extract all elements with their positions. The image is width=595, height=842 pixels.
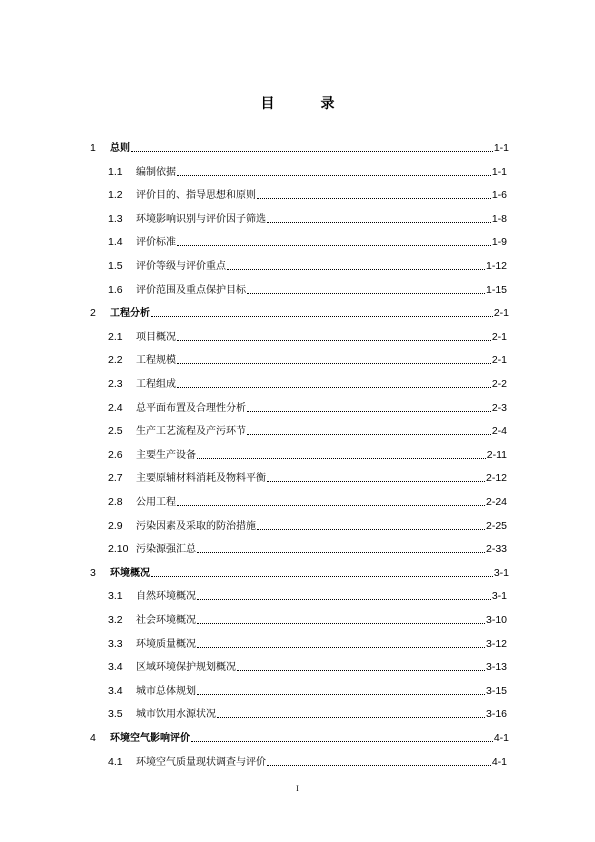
dot-leader	[267, 470, 485, 482]
toc-section-entry[interactable]	[108, 636, 507, 652]
toc-entry-title: 环境空气影响评价	[110, 733, 190, 744]
toc-entry-title: 环境空气质量现状调查与评价	[136, 756, 266, 768]
toc-entry-page: 1-12	[485, 260, 507, 272]
toc-entry-number: 2.1	[108, 330, 123, 343]
toc-entry-title: 评价范围及重点保护目标	[136, 284, 246, 296]
toc-entry-page: 3-1	[493, 566, 509, 579]
toc-entry-number: 2.6	[108, 448, 123, 461]
toc-entry-number: 3.1	[108, 590, 123, 603]
toc-entry-title: 主要生产设备	[136, 449, 196, 461]
toc-section-entry[interactable]	[108, 706, 507, 722]
toc-entry-page: 2-3	[491, 401, 507, 414]
dot-leader	[177, 164, 491, 176]
toc-entry-page: 2-11	[486, 448, 507, 461]
toc-entry-number: 1.6	[108, 283, 123, 296]
toc-entry-number: 1.1	[108, 165, 123, 178]
toc-entry-number: 3	[90, 566, 96, 579]
dot-leader	[151, 565, 493, 577]
toc-entry-page: 2-25	[485, 519, 507, 532]
dot-leader	[151, 305, 493, 317]
toc-section-entry[interactable]	[108, 423, 507, 439]
toc-entry-page: 3-12	[485, 637, 507, 650]
toc-entry-number: 4	[90, 732, 96, 744]
toc-entry-number: 1.4	[108, 236, 123, 249]
toc-entry-title: 区域环境保护规划概况	[136, 662, 236, 674]
dot-leader	[247, 400, 491, 412]
toc-entry-title: 环境质量概况	[136, 638, 196, 650]
toc-entry-page: 1-8	[491, 212, 507, 225]
toc-entry-title: 主要原辅材料消耗及物料平衡	[136, 473, 266, 485]
toc-chapter-entry[interactable]	[90, 565, 509, 581]
toc-chapter-entry[interactable]	[90, 305, 509, 321]
toc-section-entry[interactable]	[108, 329, 507, 345]
dot-leader	[177, 494, 485, 506]
toc-section-entry[interactable]	[108, 447, 507, 463]
toc-entry-page: 2-1	[493, 307, 509, 320]
toc-entry-page: 2-24	[485, 496, 507, 508]
dot-leader	[257, 187, 491, 199]
toc-entry-number: 2.8	[108, 496, 123, 508]
toc-entry-title: 环境概况	[110, 567, 150, 579]
toc-section-entry[interactable]	[108, 612, 507, 628]
toc-section-entry[interactable]	[108, 352, 507, 368]
toc-entry-number: 3.5	[108, 708, 123, 721]
dot-leader	[197, 683, 485, 695]
toc-entry-page: 2-4	[491, 425, 507, 438]
dot-leader	[217, 706, 485, 718]
dot-leader	[177, 329, 491, 341]
dot-leader	[191, 730, 493, 742]
toc-entry-page: 2-33	[485, 543, 507, 556]
toc-entry-number: 2.3	[108, 378, 123, 390]
toc-entry-title: 生产工艺流程及产污环节	[136, 426, 246, 438]
dot-leader	[197, 588, 491, 600]
toc-section-entry[interactable]	[108, 588, 507, 604]
toc-section-entry[interactable]	[108, 494, 507, 510]
toc-entry-title: 污染因素及采取的防治措施	[136, 520, 256, 532]
dot-leader	[197, 447, 486, 459]
toc-entry-title: 城市总体规划	[136, 685, 196, 697]
toc-entry-title: 工程规模	[136, 355, 176, 367]
toc-entry-number: 3.3	[108, 637, 123, 650]
toc-entry-title: 项目概况	[136, 331, 176, 343]
toc-entry-number: 1	[90, 142, 96, 154]
toc-section-entry[interactable]	[108, 282, 507, 298]
toc-entry-number: 1.3	[108, 212, 123, 225]
toc-title: 目 录	[260, 96, 351, 112]
toc-entry-number: 1.2	[108, 189, 123, 202]
toc-entry-page: 1-6	[491, 189, 507, 202]
dot-leader	[257, 518, 485, 530]
toc-entry-page: 1-1	[491, 165, 507, 178]
dot-leader	[237, 659, 485, 671]
toc-entry-page: 4-1	[491, 755, 507, 768]
toc-section-entry[interactable]	[108, 400, 507, 416]
toc-entry-title: 编制依据	[136, 166, 176, 178]
toc-chapter-entry[interactable]	[90, 140, 509, 156]
toc-entry-page: 1-9	[491, 236, 507, 249]
toc-section-entry[interactable]	[108, 518, 507, 534]
toc-chapter-entry[interactable]	[90, 730, 509, 746]
toc-entry-title: 评价目的、指导思想和原则	[136, 190, 256, 202]
toc-entry-title: 污染源强汇总	[136, 544, 196, 556]
toc-entry-title: 环境影响识别与评价因子筛选	[136, 213, 266, 225]
dot-leader	[177, 376, 491, 388]
toc-section-entry[interactable]	[108, 376, 507, 392]
toc-section-entry[interactable]	[108, 754, 507, 770]
toc-entry-page: 3-10	[485, 614, 507, 626]
toc-entry-page: 3-1	[491, 590, 507, 603]
toc-entry-page: 1-15	[485, 283, 507, 296]
toc-entry-title: 工程组成	[136, 379, 176, 390]
toc-entry-title: 公用工程	[136, 497, 176, 508]
dot-leader	[177, 234, 491, 246]
toc-section-entry[interactable]	[108, 470, 507, 486]
toc-section-entry[interactable]	[108, 258, 507, 274]
dot-leader	[247, 282, 485, 294]
toc-entry-title: 社会环境概况	[136, 615, 196, 626]
toc-entry-title: 评价等级与评价重点	[136, 261, 226, 272]
toc-entry-title: 自然环境概况	[136, 591, 196, 603]
toc-entry-title: 总平面布置及合理性分析	[136, 402, 246, 414]
dot-leader	[197, 636, 485, 648]
toc-section-entry[interactable]	[108, 187, 507, 203]
toc-entry-page: 1-1	[493, 142, 509, 154]
dot-leader	[177, 352, 491, 364]
toc-entry-number: 2.9	[108, 519, 123, 532]
toc-entry-number: 4.1	[108, 755, 123, 768]
toc-entry-number: 2.7	[108, 472, 123, 485]
toc-entry-title: 工程分析	[110, 308, 150, 320]
toc-entry-number: 2.4	[108, 401, 123, 414]
dot-leader	[131, 140, 493, 152]
dot-leader	[197, 541, 485, 553]
toc-entry-page: 3-16	[485, 708, 507, 721]
toc-section-entry[interactable]	[108, 164, 507, 180]
toc-entry-number: 3.4	[108, 661, 123, 674]
toc-entry-number: 2.5	[108, 425, 123, 438]
toc-entry-number: 3.2	[108, 614, 123, 626]
toc-entry-page: 2-1	[491, 330, 507, 343]
toc-entry-number: 1.5	[108, 260, 123, 272]
dot-leader	[267, 211, 491, 223]
toc-section-entry[interactable]	[108, 541, 507, 557]
toc-entry-page: 3-15	[485, 684, 507, 697]
dot-leader	[247, 423, 491, 435]
toc-section-entry[interactable]	[108, 211, 507, 227]
dot-leader	[267, 754, 491, 766]
toc-entry-number: 2	[90, 307, 96, 320]
page-number: I	[296, 784, 299, 793]
toc-entry-title: 总则	[110, 143, 130, 154]
toc-entry-title: 城市饮用水源状况	[136, 709, 216, 721]
toc-entry-number: 3.4	[108, 684, 123, 697]
toc-entry-page: 2-12	[485, 472, 507, 485]
toc-section-entry[interactable]	[108, 234, 507, 250]
toc-entry-page: 3-13	[485, 661, 507, 674]
toc-section-entry[interactable]	[108, 683, 507, 699]
toc-entry-page: 2-2	[491, 378, 507, 390]
toc-entry-number: 2.2	[108, 354, 123, 367]
toc-entry-number: 2.10	[108, 543, 129, 556]
dot-leader	[227, 258, 485, 270]
toc-entry-page: 2-1	[491, 354, 507, 367]
toc-entry-page: 4-1	[493, 732, 509, 744]
dot-leader	[197, 612, 485, 624]
toc-section-entry[interactable]	[108, 659, 507, 675]
toc-entry-title: 评价标准	[136, 237, 176, 249]
